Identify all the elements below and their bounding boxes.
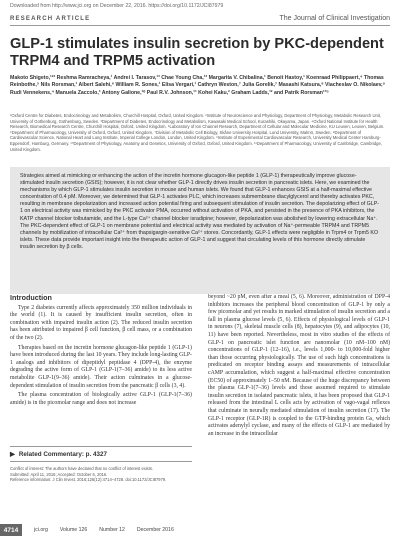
top-divider <box>10 25 390 26</box>
related-commentary-label: Related Commentary: p. 4327 <box>18 450 108 458</box>
abstract-box: Strategies aimed at mimicking or enhancing the action of the incretin hormone glucagon-like peptide 1 (GLP-1) therapeutically improve glucose-stimulated insulin secretion (GSIS); however, it is not clear whether GLP-1 directly drives insulin secretion in pancreatic islets. Here, we examined the mechanisms by which GLP-1 stimulates insulin secretion in mouse and human islets. We found that GLP-1 enhances GSIS at a half-maximal effective concentration of 0.4 pM. Moreover, we determined that GLP-1 activates PLC, which increases submembrane diacylglycerol and thereby activates PKC, resulting in membrane depolarization and increased action potential firing and subsequent stimulation of insulin secretion. The depolarizing effect of GLP-1 on electrical activity was mimicked by the PKC activator PMA, occurred without activation of PKA, and persisted in the presence of PKA inhibitors, the KATP channel blocker tolbutamide, and the L-type Ca²⁺ channel blocker isradipine; however, depolarization was abolished by lowering extracellular Na⁺. The PKC-dependent effect of GLP-1 on membrane potential and electrical activity was mediated by activation of Na⁺-permeable TRPM4 and TRPM5 channels by mobilization of intracellular Ca²⁺ from thapsigargin-sensitive Ca²⁺ stores. Concordantly, GLP-1 effects were negligible in Trpm4 or Trpm5 KO islets. These data provide important insight into the therapeutic action of GLP-1 and suggest that circulating levels of this hormone directly stimulate insulin secretion by β cells. <box>10 167 390 294</box>
related-commentary-link[interactable] <box>10 446 192 462</box>
journal-name: The Journal of Clinical Investigation <box>279 15 390 22</box>
right-column <box>208 294 390 484</box>
footer-site[interactable]: jci.org <box>34 527 48 533</box>
intro-paragraph-3: The plasma concentration of biologically active GLP-1 (GLP-1(7–36) amide) is in the picomolar range and does not increase <box>10 392 192 406</box>
author-list: Makoto Shigeto,¹²³ Reshma Ramracheya,¹ Andrei I. Tarasov,¹³ Chae Young Cha,¹³ Margarita V. Chibalina,¹ Benoit Hastoy,¹ Koenraad Philippaert,⁴ Thomas Reinbothe,⁵ Nils Rorsman,¹ Albert Salehi,⁶ William R. Sones,¹ Elisa Vergari,¹ Cathryn Weston,⁷ Julia Gorelik,⁷ Masashi Katsura,⁸ Viacheslav O. Nikolaev,⁹ Rudi Vennekens,⁴ Manuela Zaccolo,³ Antony Galione,¹⁰ Paul R.V. Johnson,¹¹ Kohei Kaku,² Graham Ladds,¹² and Patrik Rorsman¹³⁵ <box>10 75 385 96</box>
footer-number: Number 12 <box>99 527 125 533</box>
conflict-note: Conflict of interest: The authors have declared that no conflict of interest exists. <box>10 466 154 471</box>
footer-date: December 2016 <box>136 527 174 533</box>
page-number: 4714 <box>0 524 22 536</box>
page-footer <box>0 524 390 536</box>
submission-dates: Submitted: April 11, 2016; Accepted: October 6, 2016. <box>10 471 108 477</box>
arrow-icon: ▶ <box>10 450 15 458</box>
intro-paragraph-2: Therapies based on the incretin hormone glucagon-like peptide 1 (GLP-1) have been introduced during the last 10 years. They include long-lasting GLP-1 analogs and inhibitors of dipeptidyl peptidase 4 (DPP-4), the enzyme degrading the active form of GLP-1 (GLP-1(7–36) amide) to its less active metabolite GLP-1(9–36) amide). Their action culminates in a glucose-dependent stimulation of insulin secretion from the pancreatic β cells (3, 4). <box>10 344 192 389</box>
intro-paragraph-1: Type 2 diabetes currently affects approximately 350 million individuals in the world (1). It is caused by insufficient insulin secretion, often in combination with impaired insulin action (2). The reduced insulin secretion has been attributed to impaired β cell function, β cell mass, or a combination of the two (2). <box>10 304 192 341</box>
article-title: GLP-1 stimulates insulin secretion by PKC-dependent TRPM4 and TRPM5 activation <box>10 36 384 69</box>
section-tag: RESEARCH ARTICLE <box>10 16 91 22</box>
affiliations: ¹Oxford Centre for Diabetes, Endocrinology and Metabolism, Churchill Hospital, Oxford, United Kingdom. ²Institute of Neuroscience and Physiology, Department of Physiology, Metabolic Research Unit, University of Gothenburg, Gothenburg, Sweden. ³Department of Diabetes, Endocrinology and Metabolism, Kawasaki Medical School, Kurashiki, Okayama, Japan. ⁴Oxford National Institute for Health Research, Biomedical Research Centre, Churchill Hospital, Oxford, United Kingdom. ⁵Laboratory of Ion Channel Research, Department of Cellular and Molecular Medicine, KU Leuven, Leuven, Belgium. ⁶Department of Pharmacology, University of Oxford, Oxford, United Kingdom. ⁷Division of Metabolic Cell Biology, Skåne University Hospital, Lund University, Malmö, Sweden. ⁸Department of Cardiovascular Science, National Heart and Lung Institute, Imperial College London, London, United Kingdom. ⁹Institute of Experimental Cardiovascular Research, University Medical Center Hamburg-Eppendorf, Hamburg, Germany. ¹⁰Department of Physiology, Anatomy and Genetics, University of Oxford, Oxford, United Kingdom. ¹¹Department of Pharmacology, University of Cambridge, Cambridge, United Kingdom. <box>10 113 385 152</box>
footer-volume: Volume 126 <box>59 527 88 533</box>
intro-heading: Introduction <box>10 293 52 302</box>
download-line[interactable]: Downloaded from http://www.jci.org on December 22, 2016. https://doi.org/10.1172/JCI87979 <box>10 3 224 9</box>
reference-info: Reference information: J Clin Invest. 2016;126(12):4714–4728. doi:10.1172/JCI87979. <box>10 477 167 483</box>
left-column <box>10 294 192 407</box>
right-column-text: beyond ~20 pM, even after a meal (5, 6). Moreover, administration of DPP-4 inhibitors increases the peripheral blood concentration of GLP-1 by only a few picomolar and yet results in marked stimulation of insulin secretion and a fall in plasma glucose levels (5, 6). Effects of physiological levels of GLP-1 in neurons (7), skeletal muscle cells (8), hepatocytes (9), and adipocytes (10, 11) have been reported. Nevertheless, most in vitro studies of the effects of GLP-1 on pancreatic islet function are nanomolar (10 nM–100 nM) concentrations of GLP-1 (12–16), i.e., levels 1,000- to 10,000-fold higher than those occurring physiologically. The use of such high concentrations is predicated on receptor binding assays and measurements of intracellular cAMP accumulation, which suggest a half-maximal effective concentration (EC50) of approximately 1–50 nM. Because of the huge discrepancy between the plasma GLP-1(7–36) levels and those assumed required to stimulate insulin secretion in isolated pancreatic islets, it has been proposed that GLP-1 released from the intestinal L cells acts by activation of vago-vagal reflexes that culminate in neurally mediated stimulation of insulin secretion (17). The GLP-1 receptor (GLP-1R) is coupled to the GTP-binding protein Gs, which activates adenylyl cyclase, and many of the effects of GLP-1 are mediated by an increase in the intracellular <box>208 294 390 437</box>
footnotes <box>10 466 192 483</box>
